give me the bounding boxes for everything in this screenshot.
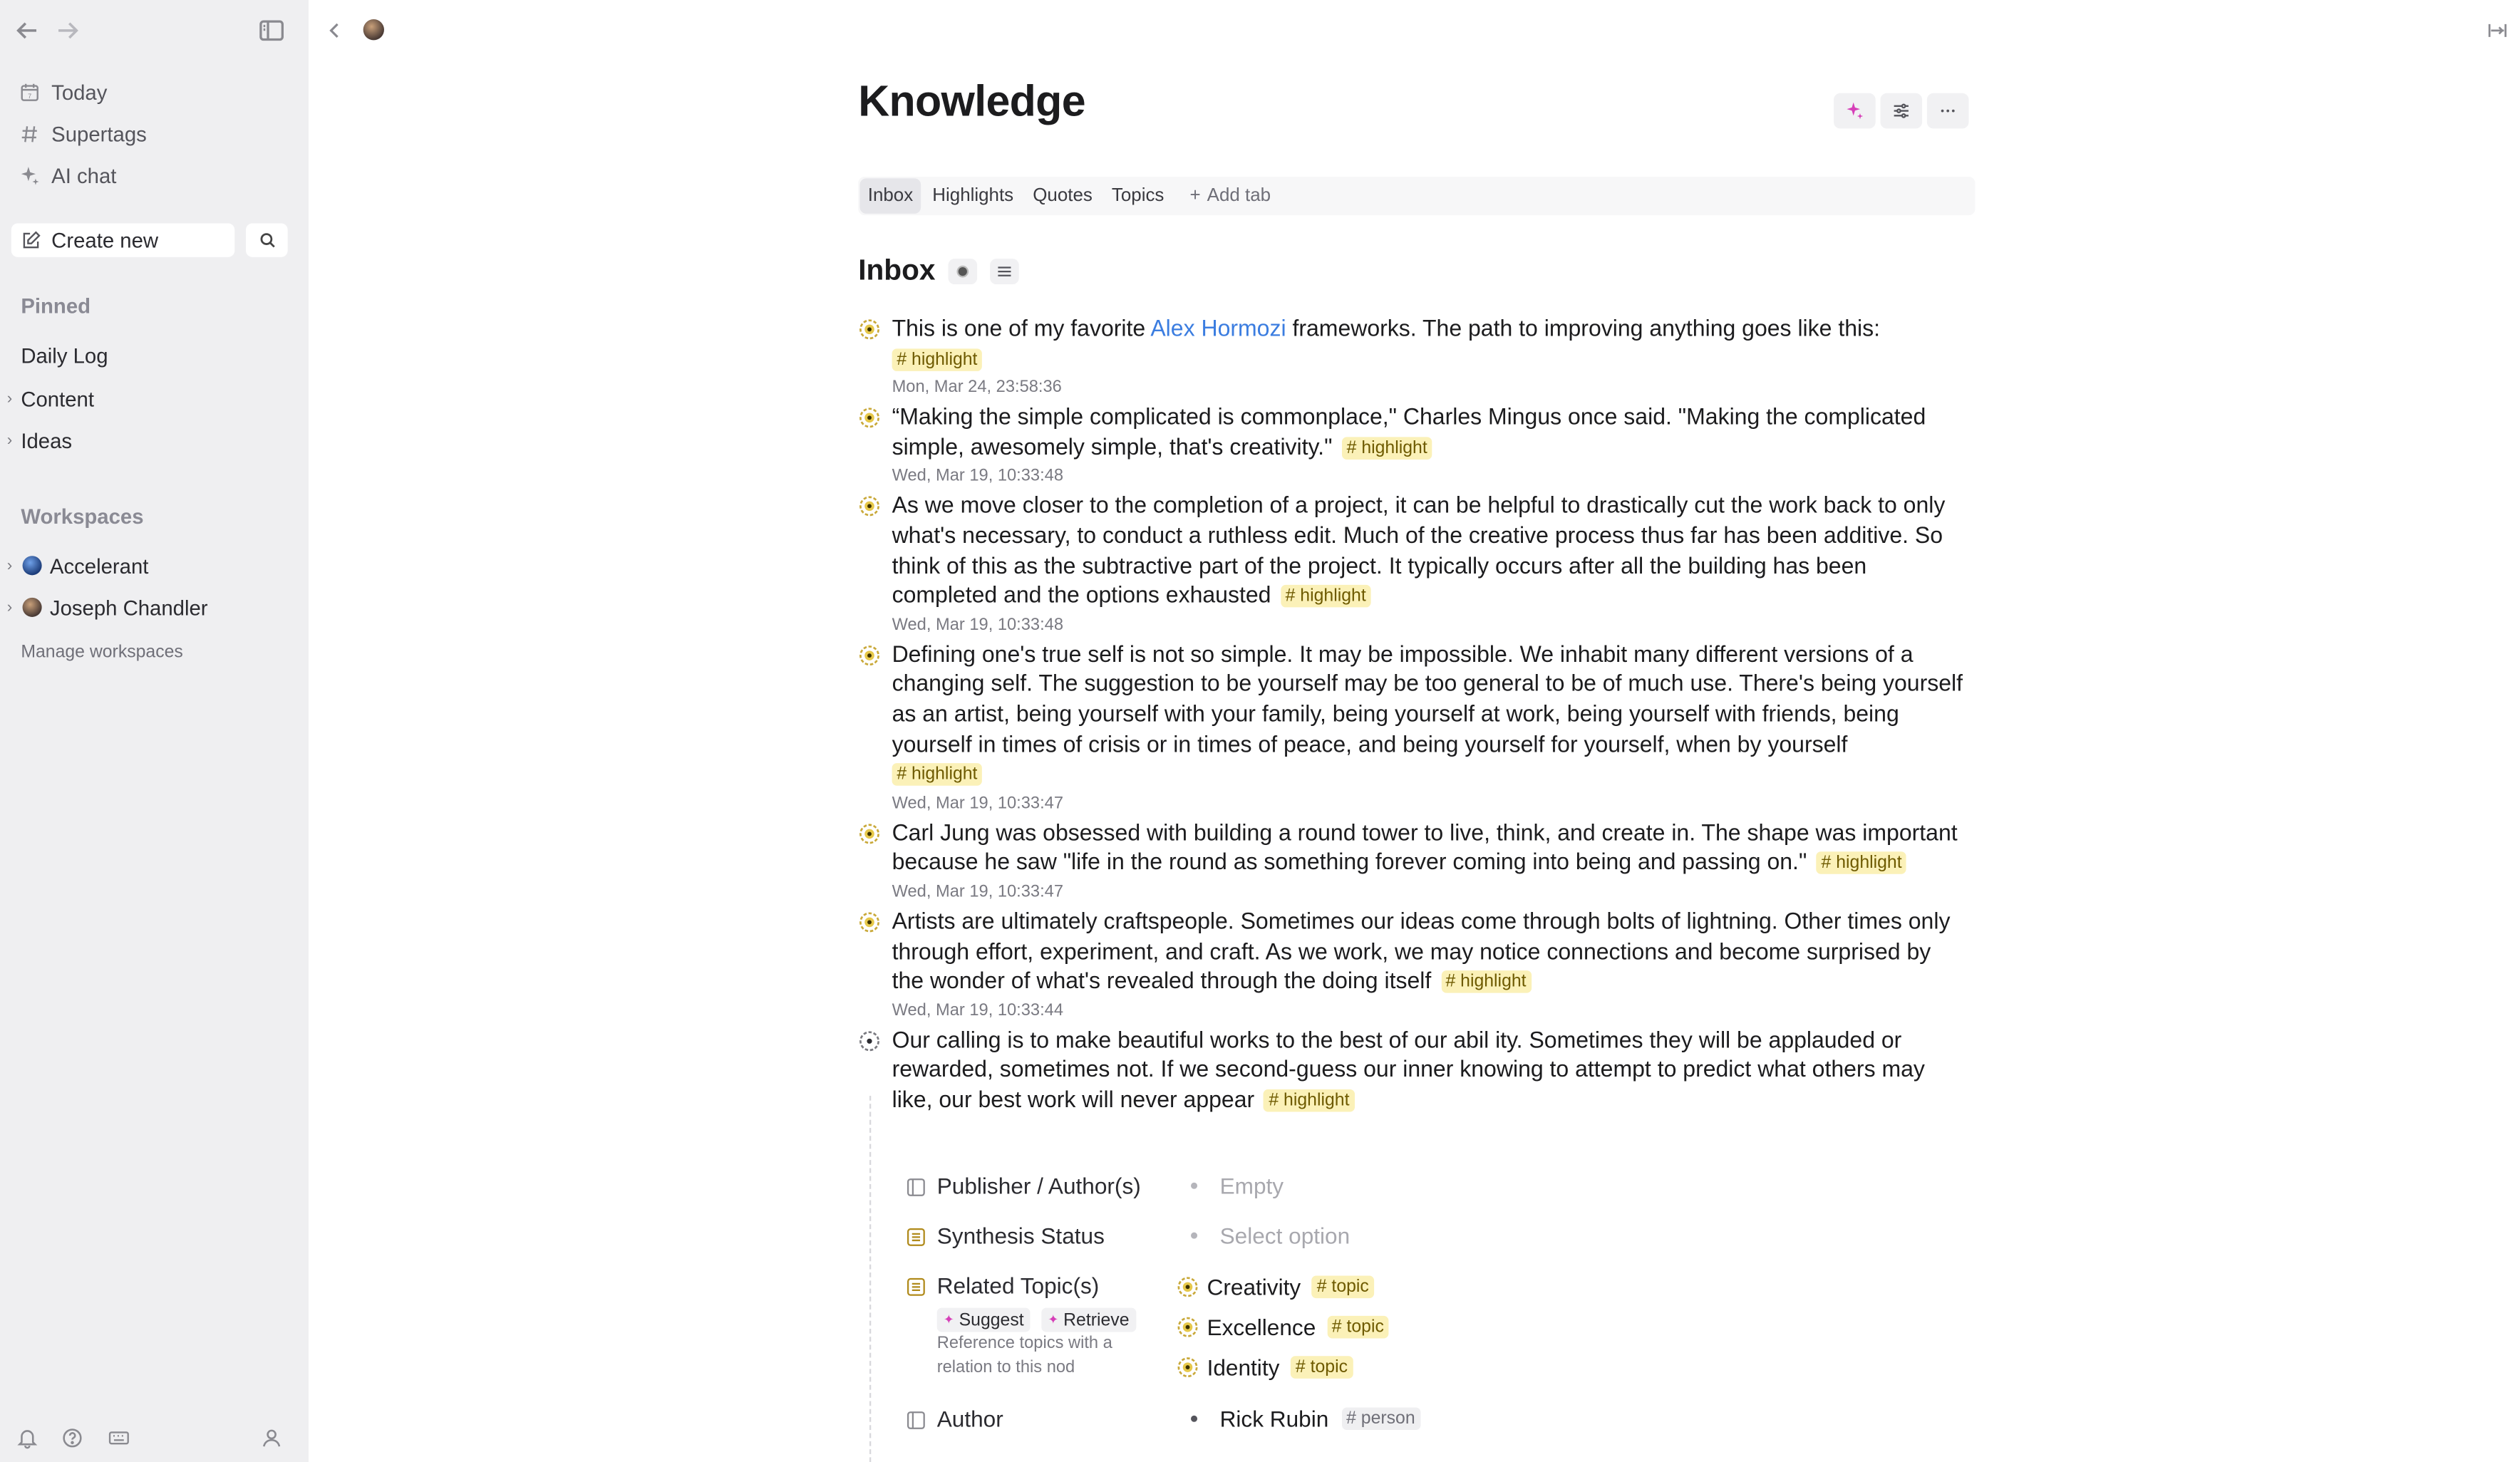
list-item[interactable]: [858, 819, 1967, 903]
entry-text-part: As we move closer to the completion of a project, it can be helpful to drastically cut the work back to only what's necessary, to conduct a ruthless edit. Much of the creative process thus far has been additive. So think of this as the subtractive part of the project. It typically occurs after all the building has been completed and the options exhausted: [892, 494, 1946, 610]
tab-inbox[interactable]: [859, 178, 921, 214]
person-link[interactable]: Alex Hormozi: [1150, 316, 1286, 343]
keyboard-icon[interactable]: [106, 1427, 132, 1450]
highlight-tag[interactable]: # highlight: [1264, 1089, 1355, 1112]
highlight-bullet-icon[interactable]: [858, 495, 881, 518]
sidebar-footer: [13, 1427, 289, 1453]
list-field-icon: [907, 1277, 926, 1297]
entry-timestamp: Wed, Mar 19, 10:33:48: [892, 466, 1064, 486]
chevron-right-icon[interactable]: ›: [6, 431, 13, 450]
tab-highlights[interactable]: [924, 178, 1021, 214]
nav-ai-chat-label: AI chat: [51, 162, 117, 187]
plus-icon: +: [1189, 186, 1201, 206]
topic-tag[interactable]: # topic: [1327, 1315, 1389, 1338]
workspace-joseph-chandler[interactable]: [0, 591, 208, 623]
highlight-bullet-icon[interactable]: [858, 1030, 881, 1052]
filter-button[interactable]: [990, 258, 1019, 284]
ai-sparkle-button[interactable]: [1834, 93, 1876, 129]
entry-list: [858, 315, 1967, 1121]
entry-text: [892, 315, 1968, 375]
highlight-bullet-icon[interactable]: [858, 822, 881, 845]
tab-quotes[interactable]: [1025, 178, 1100, 214]
bullet-dot: [1191, 1183, 1197, 1189]
topic-tag[interactable]: # topic: [1291, 1355, 1353, 1378]
entry-text-part: Carl Jung was obsessed with building a round tower to live, think, and create in. The shape was important because he saw "life in the round as something forever coming into being and passing on.": [892, 820, 1958, 876]
field-label: Author: [936, 1406, 1003, 1432]
create-row: [11, 223, 288, 256]
field-label: Related Topic(s): [936, 1272, 1100, 1299]
retrieve-label: Retrieve: [1063, 1310, 1130, 1330]
topic-bullet-icon: [1177, 1315, 1199, 1338]
svg-text:7: 7: [28, 91, 32, 99]
suggest-button[interactable]: [937, 1308, 1031, 1332]
tab-bar: [858, 177, 1975, 215]
sliders-icon: [996, 263, 1013, 279]
workspace-label: Joseph Chandler: [49, 595, 208, 620]
user-icon[interactable]: [260, 1427, 283, 1450]
chevron-right-icon[interactable]: ›: [6, 556, 13, 575]
topic-item[interactable]: [1177, 1266, 1389, 1306]
entry-timestamp: Wed, Mar 19, 10:33:44: [892, 1000, 1064, 1020]
sidebar-toolbar: [13, 16, 289, 46]
list-item[interactable]: [858, 492, 1967, 636]
pinned-item-daily-log[interactable]: [21, 339, 108, 371]
entry-text: [892, 819, 1968, 878]
hash-icon: [19, 123, 40, 144]
field-label: Publisher / Author(s): [936, 1173, 1141, 1199]
list-item[interactable]: [858, 315, 1967, 399]
entry-timestamp: Wed, Mar 19, 10:33:47: [892, 793, 1064, 813]
workspace-accelerant[interactable]: [0, 549, 148, 581]
chevron-right-icon[interactable]: ›: [6, 598, 13, 616]
entry-text-part: “Making the simple complicated is commonplace," Charles Mingus once said. "Making the complicated simple, awesomely simple, that's creativity.": [892, 405, 1926, 461]
topic-bullet-icon: [1177, 1355, 1199, 1378]
nav-ai-chat[interactable]: [19, 159, 116, 191]
list-item[interactable]: [858, 641, 1967, 814]
more-button[interactable]: [1927, 93, 1969, 129]
calendar-icon: [19, 81, 40, 102]
status-select[interactable]: [1191, 1223, 1350, 1248]
tab-label: Topics: [1111, 186, 1165, 206]
avatar: [23, 598, 42, 617]
topic-actions: [937, 1303, 1141, 1332]
highlight-bullet-icon[interactable]: [858, 911, 881, 933]
highlight-tag[interactable]: # highlight: [1817, 852, 1907, 875]
nav-supertags[interactable]: [19, 118, 147, 150]
highlight-tag[interactable]: # highlight: [892, 348, 983, 370]
back-arrow-icon[interactable]: [13, 16, 42, 46]
title-toolbar: [1834, 93, 1968, 129]
view-options-button[interactable]: [1880, 93, 1922, 129]
entry-text: [892, 1026, 1968, 1116]
workspace-label: Accelerant: [49, 553, 149, 578]
suggest-label: Suggest: [959, 1310, 1024, 1330]
entry-text: [892, 403, 1968, 463]
field-icon: [907, 1411, 926, 1430]
list-item[interactable]: [858, 403, 1967, 487]
record-button[interactable]: [949, 258, 978, 284]
topic-list: [1177, 1266, 1389, 1386]
create-new-label: Create new: [51, 228, 159, 253]
pinned-heading: Pinned: [21, 294, 91, 318]
author-name[interactable]: Rick Rubin: [1219, 1406, 1329, 1432]
search-button[interactable]: [246, 223, 288, 256]
nav-today[interactable]: [19, 76, 107, 108]
sidebar: [0, 0, 309, 1462]
sparkle-icon: [1845, 101, 1864, 120]
sparkle-icon: ✦: [943, 1312, 954, 1327]
pinned-item-ideas[interactable]: [0, 424, 72, 456]
manage-workspaces-link[interactable]: Manage workspaces: [21, 643, 183, 663]
workspaces-heading: Workspaces: [21, 504, 144, 529]
record-icon: [955, 263, 971, 279]
edit-icon: [21, 229, 41, 250]
more-icon: [1938, 101, 1958, 120]
sparkle-icon: ✦: [1048, 1312, 1059, 1327]
list-field-icon: [907, 1228, 926, 1247]
highlight-bullet-icon[interactable]: [858, 318, 881, 341]
topic-name: Identity: [1207, 1353, 1280, 1380]
pinned-item-label: Daily Log: [21, 343, 108, 368]
tab-label: Quotes: [1033, 186, 1093, 206]
field-hint: Reference topics with a relation to this nod: [936, 1333, 1112, 1377]
tab-label: Highlights: [932, 186, 1014, 206]
list-item[interactable]: [858, 1026, 1967, 1116]
entry-text: [892, 641, 1968, 790]
inbox-title: Inbox: [858, 254, 936, 286]
field-label: Synthesis Status: [936, 1223, 1105, 1249]
field-icon: [907, 1178, 926, 1197]
entry-text-part: Artists are ultimately craftspeople. Sometimes our ideas come through bolts of lightning. Other times only through effort, experiment, and craft. As we work, we may notice connections and become surprised by the wonder of what's revealed through the doing itself: [892, 909, 1951, 995]
sliders-icon: [1891, 101, 1911, 120]
expand-width-icon[interactable]: [2487, 16, 2509, 46]
chevron-left-icon[interactable]: [325, 16, 344, 46]
entry-text: [892, 492, 1968, 612]
nav-today-label: Today: [51, 79, 108, 104]
sparkle-icon: [19, 165, 40, 185]
topic-name: Excellence: [1207, 1313, 1316, 1339]
entry-text: [892, 908, 1968, 997]
topic-item[interactable]: [1177, 1347, 1389, 1386]
field-value[interactable]: [1191, 1406, 1420, 1431]
page-title: Knowledge: [858, 77, 1085, 125]
highlight-bullet-icon[interactable]: [858, 407, 881, 430]
inbox-header: [858, 254, 1019, 287]
field-related-topics: [907, 1272, 1967, 1417]
highlight-tag[interactable]: # highlight: [1281, 585, 1371, 608]
tab-label: Inbox: [867, 186, 914, 206]
search-icon: [258, 232, 276, 249]
highlight-tag[interactable]: # highlight: [1342, 437, 1432, 460]
bell-icon[interactable]: [16, 1427, 39, 1450]
topic-name: Creativity: [1207, 1273, 1301, 1300]
children-guide-line: [869, 1096, 871, 1462]
add-tab-button[interactable]: [1182, 178, 1279, 214]
entry-text-part: frameworks. The path to improving anything goes like this:: [1286, 316, 1881, 343]
sidebar-toggle-icon[interactable]: [257, 16, 286, 46]
topic-item[interactable]: [1177, 1306, 1389, 1346]
pinned-item-label: Content: [21, 386, 95, 411]
entry-text-part: Our calling is to make beautiful works to the best of our abil ity. Sometimes they will be applauded or rewarded, sometimes not. If we second-guess our inner knowing to attempt to predict what others may like, our best work will never appear: [892, 1027, 1925, 1114]
entry-text-part: This is one of my favorite: [892, 316, 1151, 343]
pinned-item-content[interactable]: [0, 383, 94, 415]
nav-supertags-label: Supertags: [51, 121, 147, 146]
field-placeholder: Empty: [1219, 1173, 1284, 1199]
retrieve-button[interactable]: [1041, 1308, 1135, 1332]
avatar: [23, 556, 42, 575]
topic-bullet-icon: [1177, 1275, 1199, 1297]
person-tag[interactable]: # person: [1341, 1407, 1420, 1430]
forward-arrow-icon[interactable]: [53, 16, 82, 46]
highlight-tag[interactable]: # highlight: [1441, 970, 1532, 993]
entry-text-part: Defining one's true self is not so simple. It may be impossible. We inhabit many different versions of a changing self. The suggestion to be yourself may be too general to be of much use. There's being yourself as an artist, being yourself with your family, being yourself at work, being yourself with friends, being yourself in times of crisis or in times of peace, and being yourself for yourself, when by yourself: [892, 642, 1963, 758]
list-item[interactable]: [858, 908, 1967, 1022]
bullet-dot: [1191, 1233, 1197, 1239]
avatar[interactable]: [363, 19, 384, 40]
field-placeholder: Select option: [1219, 1223, 1351, 1249]
entry-timestamp: Wed, Mar 19, 10:33:48: [892, 615, 1064, 635]
highlight-bullet-icon[interactable]: [858, 644, 881, 667]
bullet-dot: [1191, 1416, 1197, 1422]
create-new-button[interactable]: [11, 223, 234, 256]
field-value[interactable]: [1191, 1173, 1284, 1198]
tab-topics[interactable]: [1104, 178, 1172, 214]
add-tab-label: Add tab: [1207, 186, 1271, 206]
topic-tag[interactable]: # topic: [1312, 1275, 1374, 1297]
entry-timestamp: Mon, Mar 24, 23:58:36: [892, 378, 1062, 398]
chevron-right-icon[interactable]: ›: [6, 389, 13, 408]
pinned-item-label: Ideas: [21, 427, 73, 452]
highlight-tag[interactable]: # highlight: [892, 763, 983, 786]
entry-timestamp: Wed, Mar 19, 10:33:47: [892, 881, 1064, 901]
main-panel: [309, 0, 2520, 1462]
help-icon[interactable]: [61, 1427, 84, 1450]
